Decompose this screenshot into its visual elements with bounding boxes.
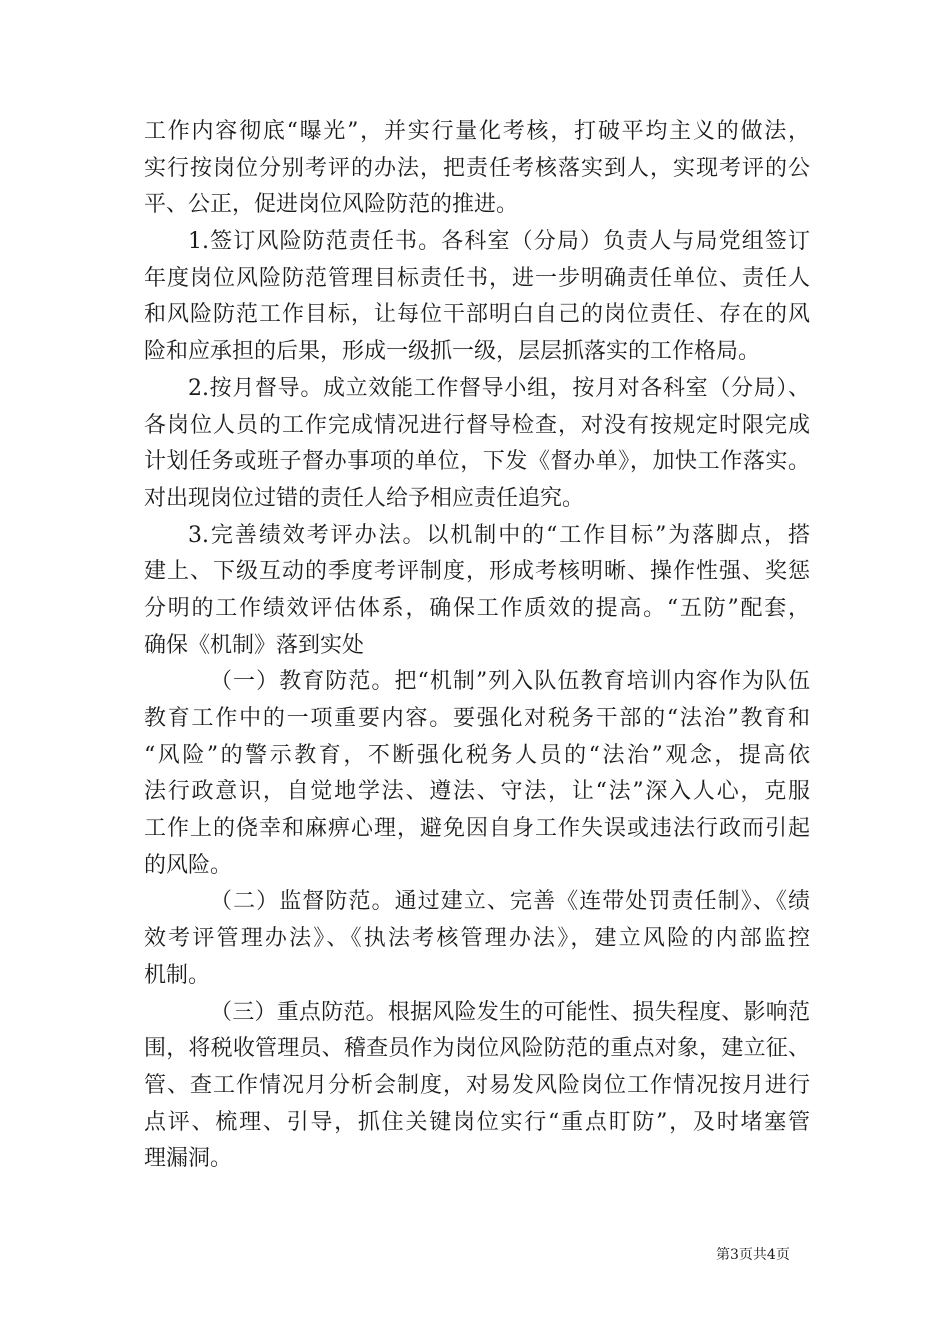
text-line: 年度岗位风险防范管理目标责任书，进一步明确责任单位、责任人 (144, 265, 810, 291)
text-line: 管、查工作情况月分析会制度，对易发风险岗位工作情况按月进行 (144, 1072, 810, 1098)
text-line: 对出现岗位过错的责任人给予相应责任追究。 (144, 485, 585, 511)
text-line: 机制。 (144, 962, 211, 988)
text-line: 计划任务或班子督办事项的单位，下发《督办单》，加快工作落实。 (144, 449, 810, 475)
text-line: 2.按月督导。成立效能工作督导小组，按月对各科室（分局）、 (188, 375, 810, 401)
text-line: 点评、梳理、引导，抓住关键岗位实行“重点盯防”，及时堵塞管 (144, 1109, 810, 1135)
text-line: “风险”的警示教育，不断强化税务人员的“法治”观念，提高依 (144, 742, 810, 768)
text-line: 教育工作中的一项重要内容。要强化对税务干部的“法治”教育和 (144, 706, 810, 731)
document-body (144, 114, 810, 1178)
text-line: 工作上的侥幸和麻痹心理，避免因自身工作失误或违法行政而引起 (144, 816, 810, 842)
text-line: 各岗位人员的工作完成情况进行督导检查，对没有按规定时限完成 (144, 412, 810, 438)
text-line: 1.签订风险防范责任书。各科室（分局）负责人与局党组签订 (188, 229, 810, 255)
text-line: 险和应承担的后果，形成一级抓一级，层层抓落实的工作格局。 (144, 339, 761, 365)
text-line: （三）重点防范。根据风险发生的可能性、损失程度、影响范 (210, 999, 810, 1025)
text-line: 和风险防范工作目标，让每位干部明白自己的岗位责任、存在的风 (144, 302, 810, 328)
text-line: 理漏洞。 (144, 1146, 233, 1172)
text-line: 实行按岗位分别考评的办法，把责任考核落实到人，实现考评的公 (144, 155, 810, 181)
text-line: 效考评管理办法》、《执法考核管理办法》，建立风险的内部监控 (144, 926, 810, 952)
text-line: （一）教育防范。把“机制”列入队伍教育培训内容作为队伍 (210, 669, 810, 695)
text-line: 平、公正，促进岗位风险防范的推进。 (144, 192, 519, 218)
text-line: 工作内容彻底“曝光”，并实行量化考核，打破平均主义的做法， (144, 119, 810, 144)
text-line: 法行政意识，自觉地学法、遵法、守法，让“法”深入人心，克服 (144, 779, 810, 805)
text-line: 围，将税收管理员、稽查员作为岗位风险防范的重点对象，建立征、 (144, 1036, 810, 1062)
text-line: 分明的工作绩效评估体系，确保工作质效的提高。“五防”配套， (144, 595, 810, 621)
page-number-footer: 第3页共4页 (716, 1247, 790, 1263)
text-line: 建上、下级互动的季度考评制度，形成考核明晰、操作性强、奖惩 (144, 559, 810, 585)
text-line: 3.完善绩效考评办法。以机制中的“工作目标”为落脚点，搭 (188, 522, 810, 548)
text-line: 的风险。 (144, 852, 233, 878)
text-line: （二）监督防范。通过建立、完善《连带处罚责任制》、《绩 (210, 889, 810, 915)
text-line: 确保《机制》落到实处 (144, 632, 365, 658)
